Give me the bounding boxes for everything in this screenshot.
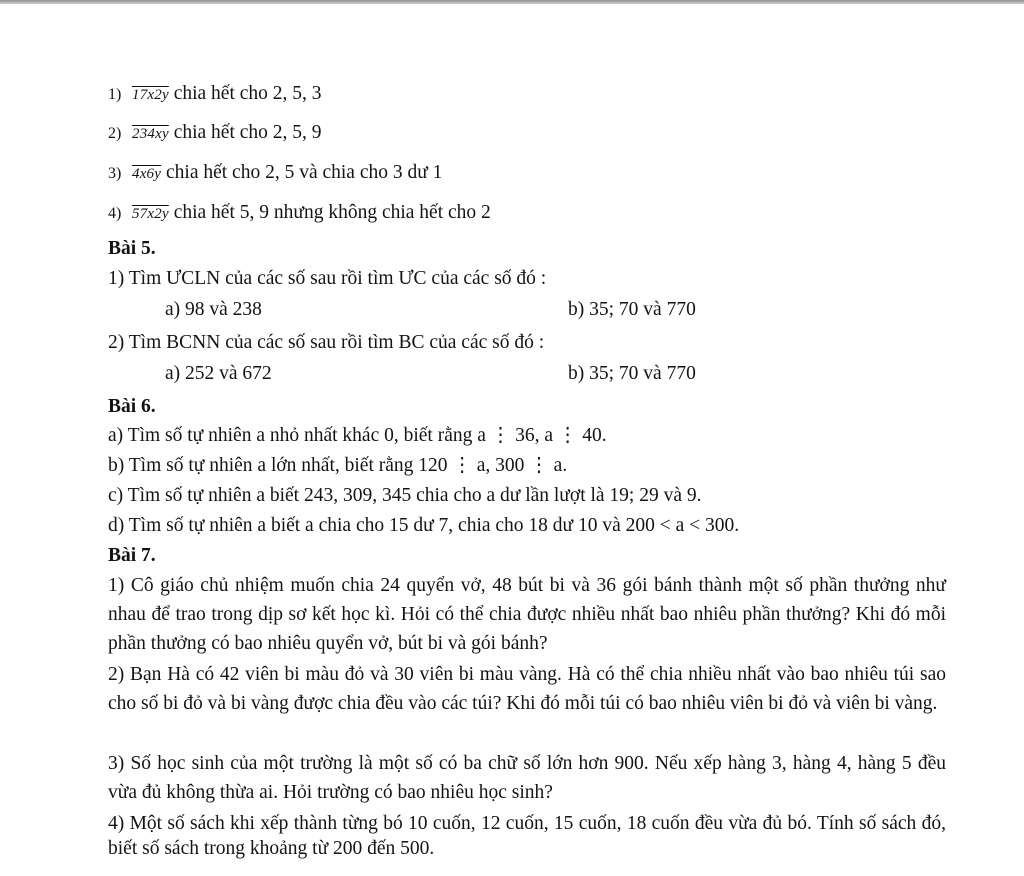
bai5-question-1: 1) Tìm ƯCLN của các số sau rồi tìm ƯC của các số đó : [108, 268, 547, 289]
exercise-number: 2) [108, 125, 122, 142]
bai5-heading: Bài 5. [108, 238, 156, 259]
bai7-problem-2: 2) Bạn Hà có 42 viên bi màu đỏ và 30 viên bi màu vàng. Hà có thể chia nhiều nhất vào bao nhiêu túi sao cho số bi đỏ và bi vàng được chia đều vào các túi? Khi đó mỗi túi có bao nhiêu viên bi đỏ và viên bi vàng. [108, 664, 946, 714]
exercise-text: chia hết cho 2, 5 và chia cho 3 dư 1 [161, 162, 443, 183]
bai6-heading: Bài 6. [108, 396, 156, 417]
bai5-q1-option-a: a) 98 và 238 [165, 299, 262, 320]
exercise-item-3 [108, 161, 442, 186]
bai6-item-a: a) Tìm số tự nhiên a nhỏ nhất khác 0, biết rằng a ⋮ 36, a ⋮ 40. [108, 425, 607, 446]
bai5-q2-option-b: b) 35; 70 và 770 [568, 363, 696, 384]
exercise-text: chia hết 5, 9 nhưng không chia hết cho 2 [168, 202, 491, 223]
bai6-item-b: b) Tìm số tự nhiên a lớn nhất, biết rằng 120 ⋮ a, 300 ⋮ a. [108, 455, 568, 476]
bai5-q2-option-a: a) 252 và 672 [165, 363, 272, 384]
overlined-number: 4x6y [132, 166, 162, 182]
bai6-item-d: d) Tìm số tự nhiên a biết a chia cho 15 dư 7, chia cho 18 dư 10 và 200 < a < 300. [108, 515, 740, 536]
exercise-item-2 [108, 121, 322, 146]
bai7-problem-1: 1) Cô giáo chủ nhiệm muốn chia 24 quyển vở, 48 bút bi và 36 gói bánh thành một số phần thưởng như nhau để trao trong dịp sơ kết học kì. Hỏi có thể chia được nhiều nhất bao nhiêu phần thưởng? Khi đó mỗi phần thưởng có bao nhiêu quyển vở, bút bi và gói bánh? [108, 575, 946, 654]
exercise-number: 1) [108, 86, 122, 103]
bai7-problem-4: 4) Một số sách khi xếp thành từng bó 10 cuốn, 12 cuốn, 15 cuốn, 18 cuốn đều vừa đủ bó. Tính số sách đó, biết số sách trong khoảng từ 200 đến 500. [108, 813, 946, 859]
bai5-question-2: 2) Tìm BCNN của các số sau rồi tìm BC của các số đó : [108, 332, 545, 353]
exercise-text: chia hết cho 2, 5, 3 [168, 83, 322, 104]
bai5-q1-option-b: b) 35; 70 và 770 [568, 299, 696, 320]
exercise-item-1 [108, 82, 322, 107]
exercise-number: 3) [108, 165, 122, 182]
overlined-number: 234xy [132, 126, 169, 142]
exercise-item-4 [108, 201, 491, 226]
exercise-text: chia hết cho 2, 5, 9 [168, 122, 322, 143]
exercise-number: 4) [108, 205, 122, 222]
bai7-problem-3: 3) Số học sinh của một trường là một số có ba chữ số lớn hơn 900. Nếu xếp hàng 3, hàng 4, hàng 5 đều vừa đủ không thừa ai. Hỏi trường có bao nhiêu học sinh? [108, 753, 946, 803]
overlined-number: 17x2y [132, 87, 169, 103]
overlined-number: 57x2y [132, 206, 169, 222]
bai6-item-c: c) Tìm số tự nhiên a biết 243, 309, 345 chia cho a dư lần lượt là 19; 29 và 9. [108, 485, 702, 506]
document-page [0, 4, 1024, 876]
bai7-heading: Bài 7. [108, 545, 156, 566]
